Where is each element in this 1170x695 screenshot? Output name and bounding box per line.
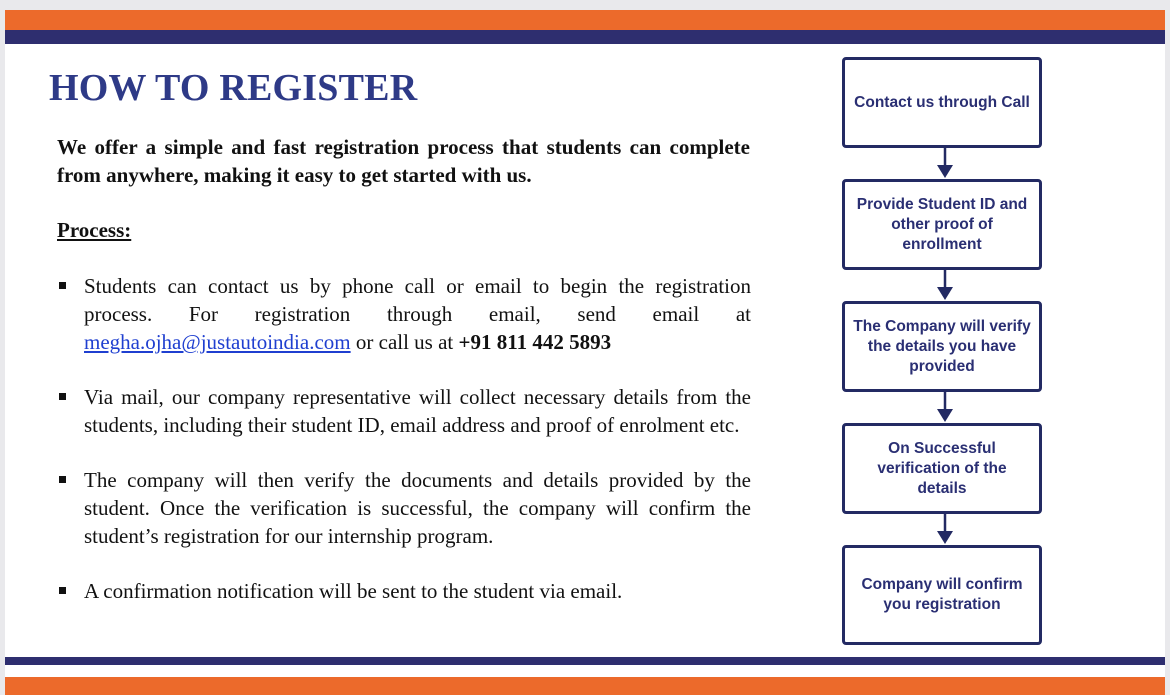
square-bullet-icon (59, 587, 66, 594)
step-text: A confirmation notification will be sent to the student via email. (84, 579, 623, 603)
step-text: The company will then verify the documents and details provided by the student. Once the verification is successful, the company will confirm the student’s registration for our internship program. (84, 468, 751, 548)
process-steps-list (57, 272, 751, 605)
step-text: Via mail, our company representative will collect necessary details from the students, including their student ID, email address and proof of enrolment etc. (84, 385, 751, 437)
flow-box-verify: The Company will verify the details you have provided (842, 301, 1042, 392)
slide (5, 10, 1165, 695)
square-bullet-icon (59, 393, 66, 400)
step-text: or call us at (350, 330, 459, 354)
intro-text: We offer a simple and fast registration process that students can complete from anywhere, making it easy to get started with us. (57, 135, 750, 187)
bottom-navy-bar (5, 657, 1165, 665)
top-navy-bar (5, 30, 1165, 44)
process-step-collect-details (57, 383, 751, 439)
process-step-contact (57, 272, 751, 356)
down-arrow-icon (936, 148, 954, 178)
top-orange-bar (5, 10, 1165, 30)
down-arrow-icon (936, 392, 954, 422)
step-text: Students can contact us by phone call or email to begin the registration process. For registration through email, send email at (84, 274, 751, 326)
process-step-verify (57, 466, 751, 550)
square-bullet-icon (59, 476, 66, 483)
process-heading: Process: (57, 218, 132, 242)
flow-box-provide-id: Provide Student ID and other proof of enrollment (842, 179, 1042, 270)
flow-box-confirm-registration: Company will confirm you registration (842, 545, 1042, 645)
bottom-orange-bar (5, 677, 1165, 695)
process-step-confirmation (57, 577, 751, 605)
square-bullet-icon (59, 282, 66, 289)
registration-flowchart (842, 57, 1048, 647)
page-title: HOW TO REGISTER (49, 67, 418, 109)
down-arrow-icon (936, 270, 954, 300)
email-link[interactable]: megha.ojha@justautoindia.com (84, 330, 351, 354)
flow-box-contact: Contact us through Call (842, 57, 1042, 148)
flow-box-successful-verification: On Successful verification of the details (842, 423, 1042, 514)
down-arrow-icon (936, 514, 954, 544)
phone-number: +91 811 442 5893 (458, 330, 612, 354)
